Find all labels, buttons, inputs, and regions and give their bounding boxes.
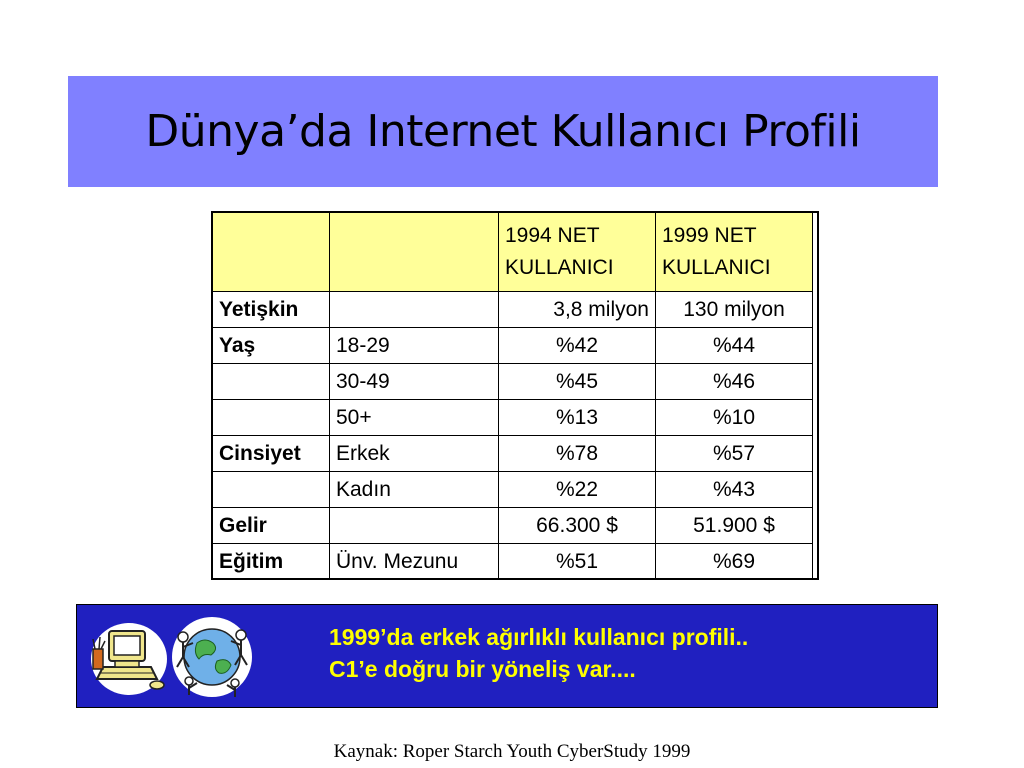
row-value-1994: 66.300 $ xyxy=(499,508,656,544)
row-value-1999: %10 xyxy=(656,400,813,436)
header-1994-line2: KULLANICI xyxy=(505,256,614,279)
note-line-1: 1999’da erkek ağırlıklı kullanıcı profili.. xyxy=(329,624,749,650)
row-value-1999: 51.900 $ xyxy=(656,508,813,544)
row-value-1999: %57 xyxy=(656,436,813,472)
row-subcategory: Erkek xyxy=(330,436,499,472)
row-value-1994: %13 xyxy=(499,400,656,436)
note-text xyxy=(329,621,748,685)
row-category: Yaş xyxy=(213,328,330,364)
row-category: Cinsiyet xyxy=(213,436,330,472)
row-category xyxy=(213,364,330,400)
profile-table xyxy=(212,212,813,580)
globe-people-clipart-icon xyxy=(169,613,255,701)
row-subcategory: 30-49 xyxy=(330,364,499,400)
row-value-1999: %69 xyxy=(656,544,813,580)
row-value-1999: 130 milyon xyxy=(656,292,813,328)
row-category xyxy=(213,400,330,436)
table-row xyxy=(213,436,813,472)
row-category: Eğitim xyxy=(213,544,330,580)
row-category xyxy=(213,472,330,508)
table-row xyxy=(213,292,813,328)
row-value-1999: %46 xyxy=(656,364,813,400)
row-category: Yetişkin xyxy=(213,292,330,328)
title-banner xyxy=(68,76,938,187)
header-1999-line2: KULLANICI xyxy=(662,256,771,279)
row-value-1994: %22 xyxy=(499,472,656,508)
row-category: Gelir xyxy=(213,508,330,544)
header-cell-empty-1 xyxy=(213,213,330,292)
row-subcategory: 18-29 xyxy=(330,328,499,364)
row-value-1999: %44 xyxy=(656,328,813,364)
table-row xyxy=(213,328,813,364)
source-caption: Kaynak: Roper Starch Youth CyberStudy 1999 xyxy=(333,741,691,762)
row-subcategory: Kadın xyxy=(330,472,499,508)
row-subcategory: 50+ xyxy=(330,400,499,436)
header-cell-1999 xyxy=(656,213,813,292)
note-box xyxy=(76,604,938,708)
header-cell-empty-2 xyxy=(330,213,499,292)
computer-clipart-icon xyxy=(85,615,169,699)
header-1999-line1: 1999 NET xyxy=(662,224,757,247)
row-value-1994: %51 xyxy=(499,544,656,580)
row-value-1994: %45 xyxy=(499,364,656,400)
row-value-1994: %42 xyxy=(499,328,656,364)
table-row xyxy=(213,508,813,544)
table-row xyxy=(213,400,813,436)
row-value-1994: %78 xyxy=(499,436,656,472)
note-line-2: C1’e doğru bir yöneliş var.... xyxy=(329,656,636,682)
row-subcategory xyxy=(330,508,499,544)
header-1994-line1: 1994 NET xyxy=(505,224,600,247)
page-title: Dünya’da Internet Kullanıcı Profili xyxy=(145,106,861,157)
table-row xyxy=(213,364,813,400)
row-value-1999: %43 xyxy=(656,472,813,508)
header-cell-1994 xyxy=(499,213,656,292)
row-subcategory xyxy=(330,292,499,328)
table-row xyxy=(213,472,813,508)
row-value-1994: 3,8 milyon xyxy=(499,292,656,328)
row-subcategory: Ünv. Mezunu xyxy=(330,544,499,580)
table-row xyxy=(213,544,813,580)
table-header-row xyxy=(213,213,813,292)
